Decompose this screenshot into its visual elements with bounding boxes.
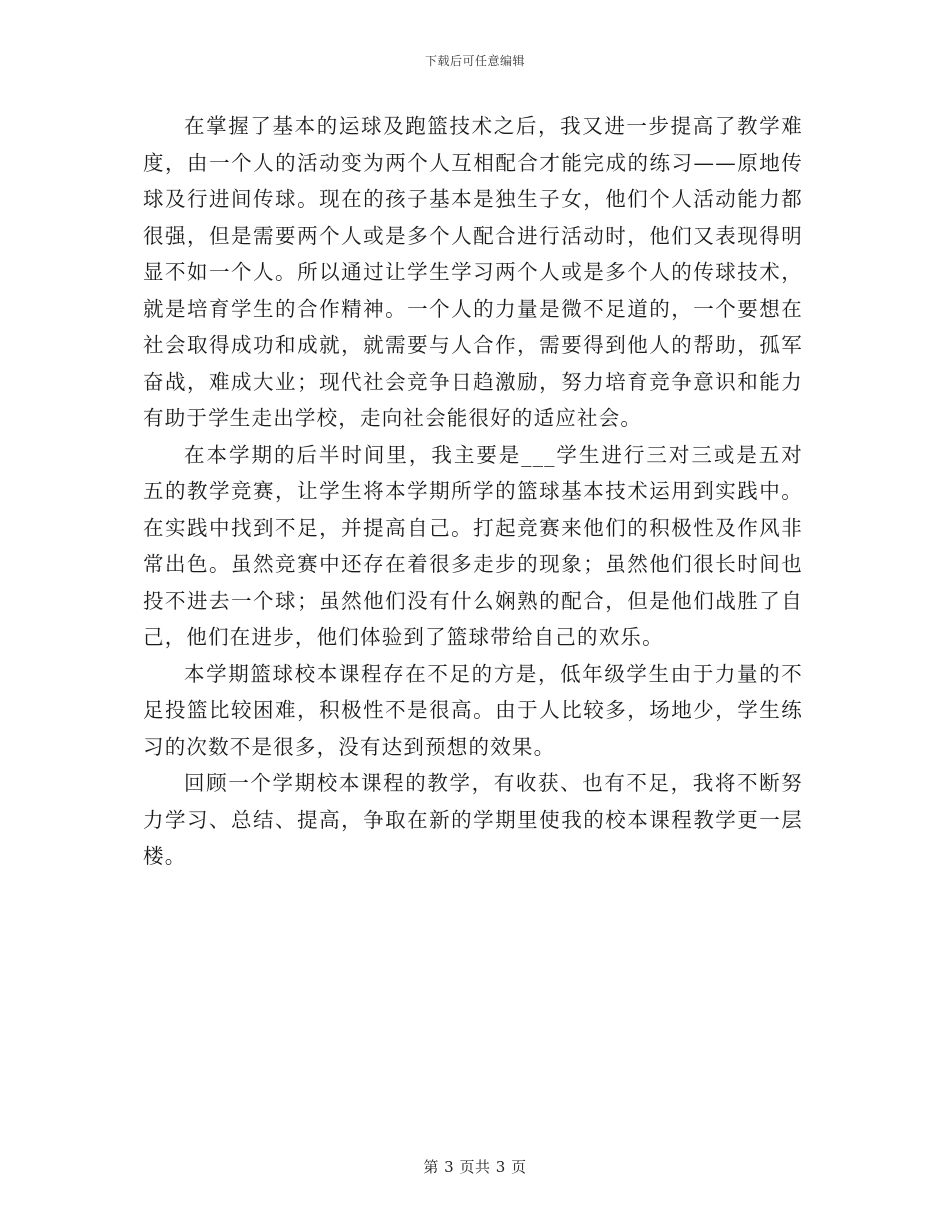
paragraph: 本学期篮球校本课程存在不足的方是，低年级学生由于力量的不足投篮比较困难，积极性不是很高。由于人比较多，场地少，学生练习的次数不是很多，没有达到预想的效果。 — [143, 661, 803, 759]
paragraph: 在本学期的后半时间里，我主要是___学生进行三对三或是五对五的教学竞赛，让学生将本学期所学的篮球基本技术运用到实践中。在实践中找到不足，并提高自己。打起竞赛来他们的积极性及作风非常出色。虽然竞赛中还存在着很多走步的现象；虽然他们很长时间也投不进去一个球；虽然他们没有什么娴熟的配合，但是他们战胜了自己，他们在进步，他们体验到了篮球带给自己的欢乐。 — [143, 442, 803, 649]
page-header: 下载后可任意编辑 — [424, 54, 525, 68]
document-body — [143, 108, 803, 875]
page-footer: 第 3 页共 3 页 — [423, 1158, 527, 1176]
paragraph: 回顾一个学期校本课程的教学，有收获、也有不足，我将不断努力学习、总结、提高，争取在新的学期里使我的校本课程教学更一层楼。 — [143, 771, 803, 868]
paragraph: 在掌握了基本的运球及跑篮技术之后，我又进一步提高了教学难度，由一个人的活动变为两个人互相配合才能完成的练习——原地传球及行进间传球。现在的孩子基本是独生子女，他们个人活动能力都很强，但是需要两个人或是多个人配合进行活动时，他们又表现得明显不如一个人。所以通过让学生学习两个人或是多个人的传球技术，就是培育学生的合作精神。一个人的力量是微不足道的，一个要想在社会取得成功和成就，就需要与人合作，需要得到他人的帮助，孤军奋战，难成大业；现代社会竞争日趋激励，努力培育竞争意识和能力有助于学生走出学校，走向社会能很好的适应社会。 — [143, 114, 803, 430]
